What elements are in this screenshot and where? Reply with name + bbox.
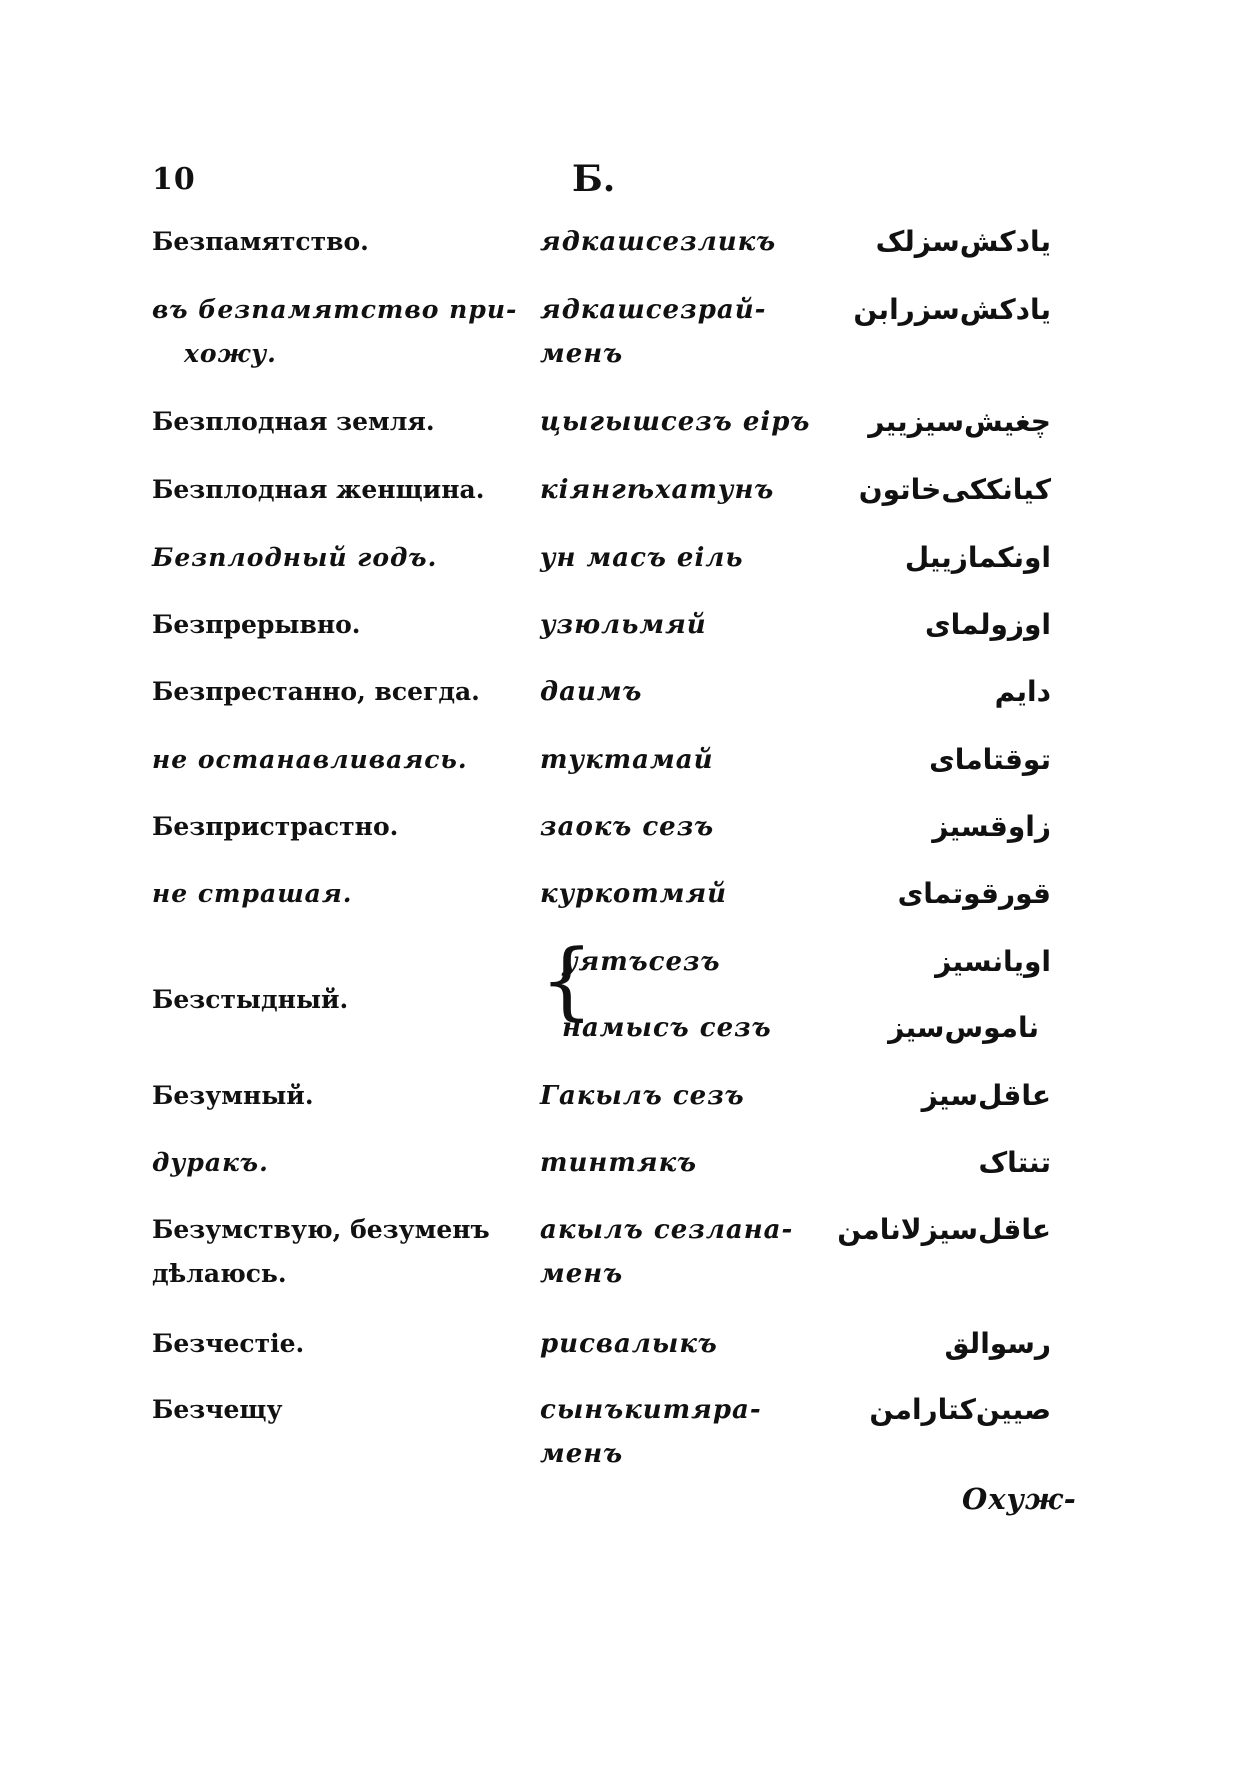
arabic-script-term: قورقوتمای xyxy=(897,877,1051,910)
russian-term: Безпрестанно, всегда. xyxy=(152,677,480,706)
russian-term: Безпристрастно. xyxy=(152,812,399,841)
transliteration-variant-1: уятъсезъ xyxy=(562,947,721,977)
russian-term: Безплодная земля. xyxy=(152,407,435,436)
arabic-script-term: چغیش‌سیز‌ییر xyxy=(868,405,1051,438)
transliteration: узюльмяй xyxy=(540,610,707,640)
russian-term: Безчещу xyxy=(152,1395,283,1424)
arabic-variant-1: اویانسیز xyxy=(935,945,1051,978)
transliteration-line-2: менъ xyxy=(540,1259,624,1289)
transliteration xyxy=(540,1388,830,1476)
arabic-script-term: یادکش‌سزلک xyxy=(875,225,1051,258)
russian-term-line-2: дѣлаюсь. xyxy=(152,1259,287,1288)
transliteration-line-2: менъ xyxy=(540,1439,624,1469)
transliteration: туктамай xyxy=(540,745,714,775)
russian-term: Безстыдный. xyxy=(152,985,349,1014)
russian-term: Безумный. xyxy=(152,1081,314,1110)
russian-term: Безплодная женщина. xyxy=(152,475,485,504)
russian-term-line-1: Безумствую, безуменъ xyxy=(152,1215,490,1244)
transliteration: ядкашсезликъ xyxy=(540,227,777,257)
transliteration xyxy=(540,1208,830,1296)
catchword: Охуж- xyxy=(962,1482,1077,1516)
arabic-script-term: تنتاک xyxy=(978,1146,1051,1179)
arabic-script-term: اوزولمای xyxy=(925,608,1051,641)
arabic-script-term xyxy=(811,940,1051,1050)
transliteration: заокъ сезъ xyxy=(540,812,715,842)
russian-term-line-2: хожу. xyxy=(184,339,277,368)
page-number: 10 xyxy=(152,162,196,197)
russian-term: не страшая. xyxy=(152,879,353,908)
transliteration: ун масъ еіль xyxy=(540,543,744,573)
transliteration-line-2: менъ xyxy=(540,339,624,369)
russian-term: Безпрерывно. xyxy=(152,610,361,639)
arabic-script-term: عاقل‌سیزلانامن xyxy=(837,1213,1051,1246)
transliteration: даимъ xyxy=(540,677,643,707)
transliteration: рисвалыкъ xyxy=(540,1329,718,1359)
russian-term-line-1: въ безпамятство при- xyxy=(152,295,518,324)
transliteration-line-1: акылъ сезлана- xyxy=(540,1215,794,1245)
transliteration: кіянгѣхатунъ xyxy=(540,475,775,505)
arabic-script-term: زاوقسیز xyxy=(932,810,1051,843)
russian-term: Безпамятство. xyxy=(152,227,369,256)
transliteration: куркотмяй xyxy=(540,879,728,909)
transliteration-line-1: сынъкитяра- xyxy=(540,1395,762,1425)
transliteration xyxy=(562,940,852,1050)
curly-brace-icon: { xyxy=(540,931,594,1029)
russian-term xyxy=(152,288,532,376)
arabic-script-term: عاقل‌سیز xyxy=(921,1079,1051,1112)
russian-term: Безчестіе. xyxy=(152,1329,305,1358)
transliteration: цыгышсезъ еіръ xyxy=(540,407,811,437)
arabic-variant-2: ناموس‌سیز xyxy=(888,1011,1039,1044)
transliteration: Гакылъ сезъ xyxy=(540,1081,745,1111)
section-letter: Б. xyxy=(572,158,616,200)
transliteration xyxy=(540,288,830,376)
arabic-script-term: دایم xyxy=(994,675,1051,708)
russian-term: Безплодный годъ. xyxy=(152,543,438,572)
arabic-script-term: یادکش‌سزرابن xyxy=(853,293,1051,326)
arabic-script-term: اونکمازییل xyxy=(904,541,1051,574)
russian-term xyxy=(152,1208,532,1296)
transliteration-variant-2: намысъ сезъ xyxy=(562,1013,772,1043)
transliteration-line-1: ядкашсезрай- xyxy=(540,295,767,325)
arabic-script-term: توقتامای xyxy=(929,743,1051,776)
arabic-script-term: کیانککی‌خاتون xyxy=(858,473,1051,506)
transliteration: тинтякъ xyxy=(540,1148,698,1178)
arabic-script-term: صیین‌کتارامن xyxy=(869,1393,1051,1426)
arabic-script-term: رسوالق xyxy=(944,1327,1051,1360)
russian-term: дуракъ. xyxy=(152,1148,269,1177)
russian-term: не останавливаясь. xyxy=(152,745,468,774)
